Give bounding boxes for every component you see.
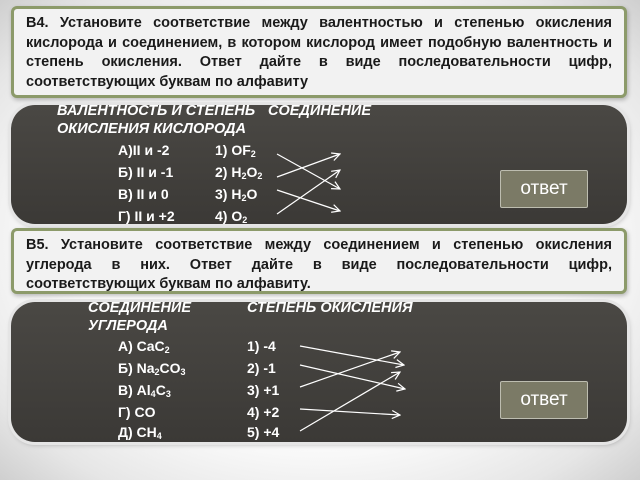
b4-left-item: В) II и 0 (118, 186, 169, 202)
b4-arrow (277, 154, 340, 189)
b5-right-item: 1) -4 (247, 338, 276, 354)
header-compound-line2: УГЛЕРОДА (88, 318, 168, 334)
b4-right-item: 2) $H_2O_2$ (215, 164, 263, 181)
b5-right-item: 4) +2 (247, 404, 280, 420)
b4-right-item: 1) $OF_2$ (215, 142, 256, 159)
answer-button-b5[interactable]: ответ (500, 381, 588, 419)
b4-right-item: 3) $H_2O$ (215, 186, 258, 203)
b4-arrow (277, 154, 340, 177)
b5-left-item: А) CaC$_2$ (118, 338, 170, 355)
b4-right-item: 4) $O_2$ (215, 208, 248, 225)
b5-arrow (300, 372, 400, 431)
b5-left-item: Д) $CH_4$ (118, 424, 162, 441)
header-compound-line1: СОЕДИНЕНИЕ (88, 300, 192, 316)
b5-left-item: Б) $Na_2CO_3$ (118, 360, 186, 377)
b4-left-item: Г) II и +2 (118, 208, 175, 224)
answer-button-b4[interactable]: ответ (500, 170, 588, 208)
b5-right-item: 5) +4 (247, 424, 280, 440)
header-valence-line2: ОКИСЛЕНИЯ КИСЛОРОДА (57, 121, 246, 137)
b4-left-item: Б) II и -1 (118, 164, 174, 180)
b5-right-item: 2) -1 (247, 360, 276, 376)
b5-left-item: Г) CO (118, 404, 156, 420)
b5-arrow (300, 409, 400, 415)
b5-arrow (300, 352, 400, 387)
question-b4-text: В4. Установите соответствие между валентностью и степенью окисления кислорода и соединением, в котором кислород имеет подобную валентность и степень окисления. Ответ дайте в виде последовательности цифр, соответствующих буквам по алфавиту (26, 15, 612, 90)
header-compound: СОЕДИНЕНИЕ (268, 103, 372, 119)
b5-right-item: 3) +1 (247, 382, 280, 398)
b4-left-item: А)II и -2 (118, 142, 170, 158)
header-valence-line1: ВАЛЕНТНОСТЬ И СТЕПЕНЬ (57, 103, 256, 119)
question-b5-text: В5. Установите соответствие между соединением и степенью окисления углерода в них. Ответ дайте в виде последовательности цифр, соответствующих буквам по алфавиту. (26, 237, 612, 292)
b5-left-item: В) $Al_4C_3$ (118, 382, 171, 399)
header-oxidation-state: СТЕПЕНЬ ОКИСЛЕНИЯ (247, 300, 413, 316)
